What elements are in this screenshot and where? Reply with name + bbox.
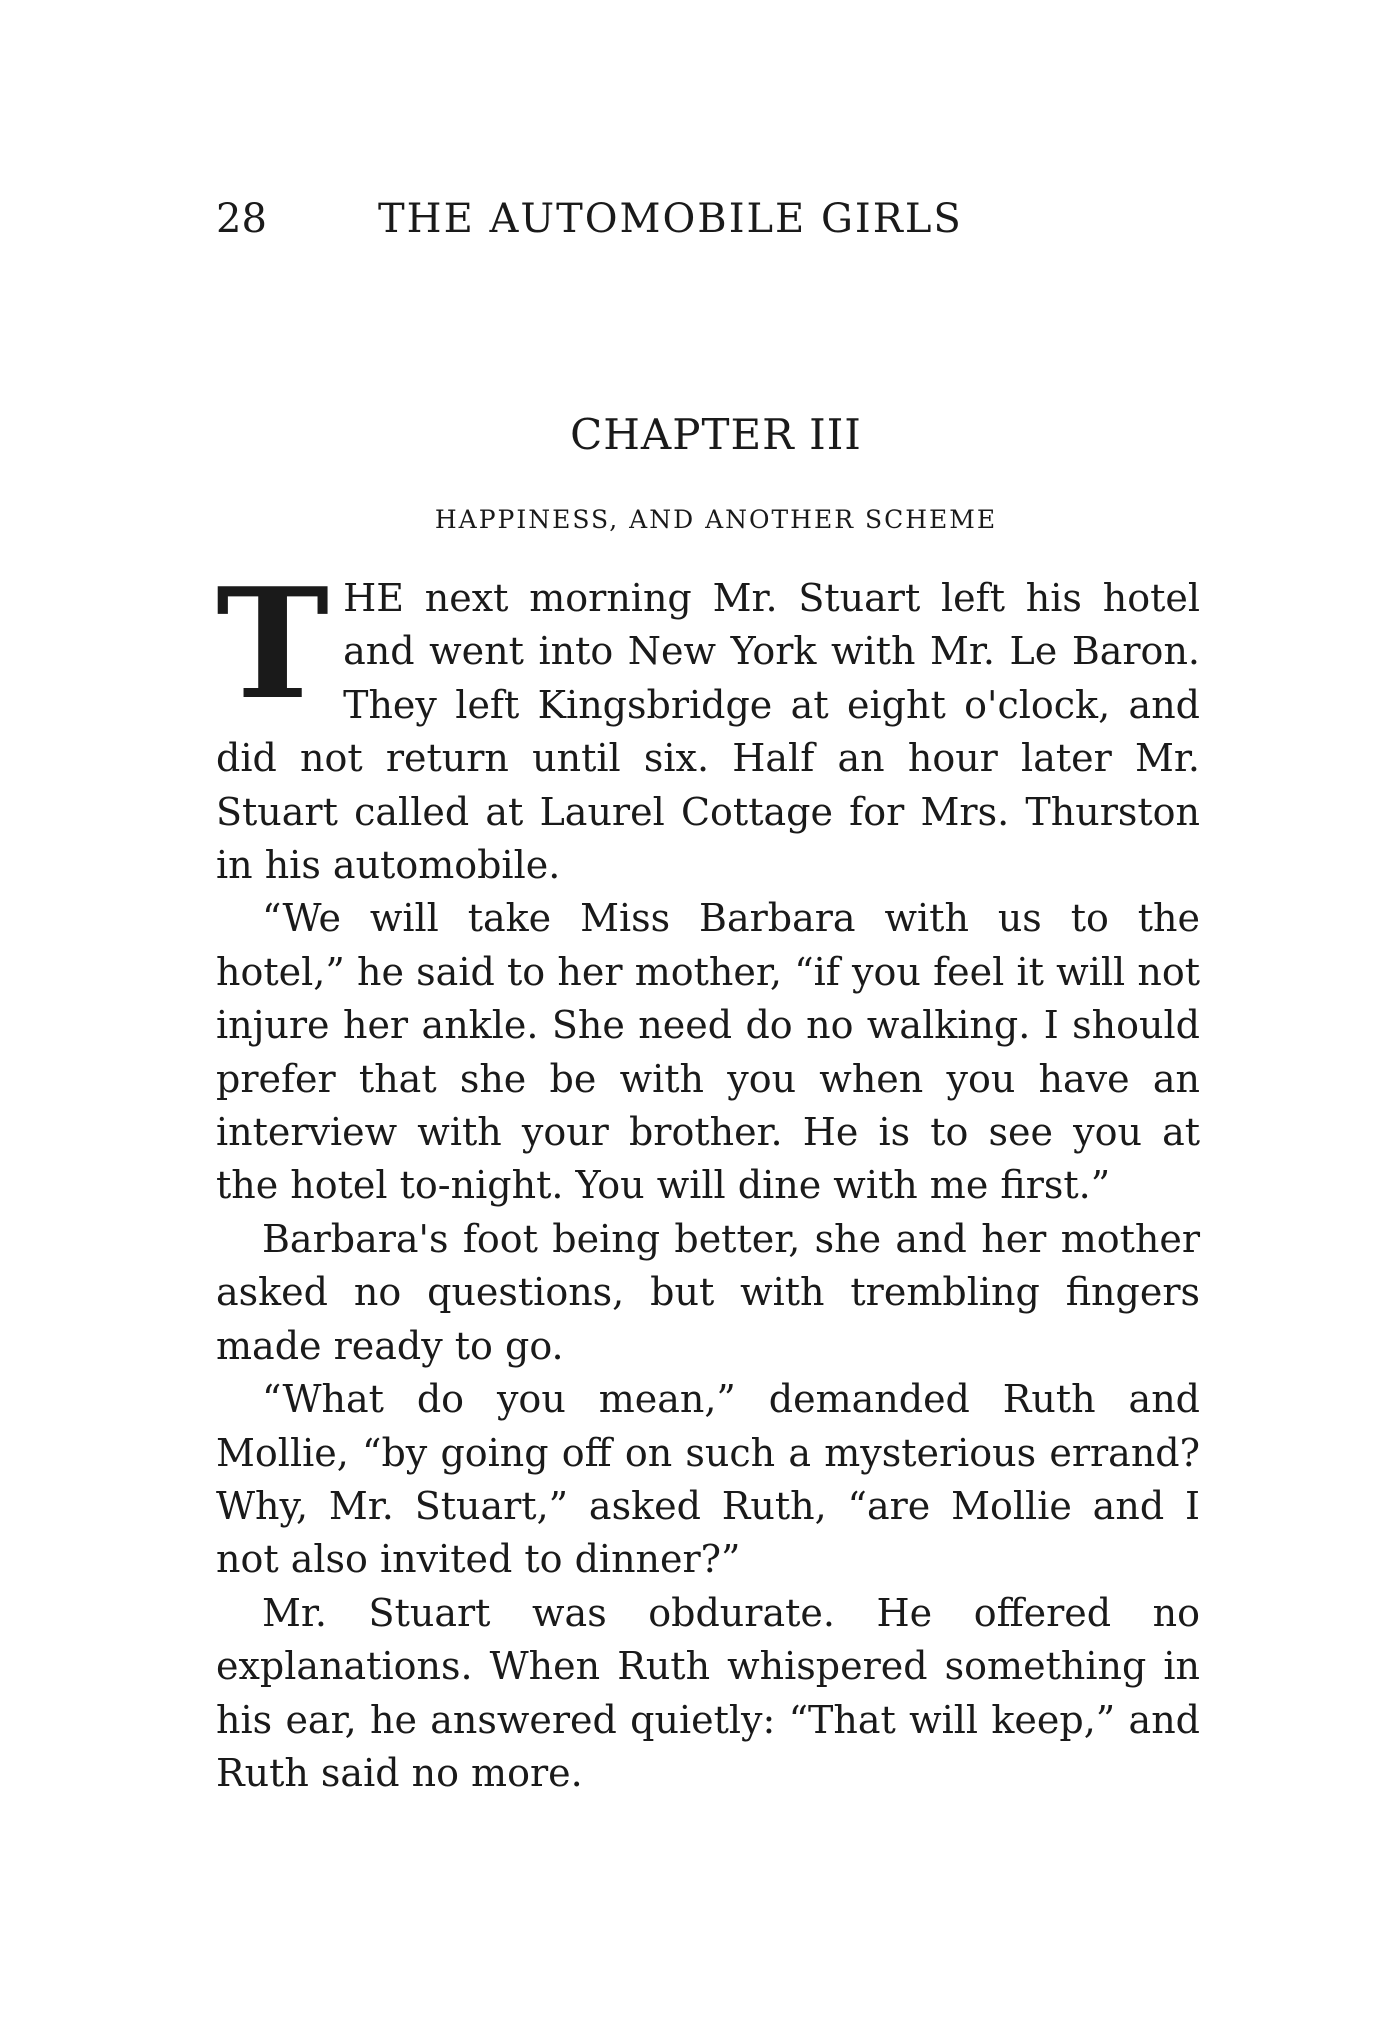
chapter-body	[216, 554, 1200, 1800]
drop-cap: T	[216, 554, 330, 733]
paragraph-4: “What do you mean,” demanded Ruth and Mollie, “by going off on such a mysterious errand? Why, Mr. Stuart,” asked Ruth, “are Mollie and I not also invited to dinner?”	[216, 1377, 1200, 1582]
running-title: THE AUTOMOBILE GIRLS	[378, 196, 963, 242]
paragraph-3: Barbara's foot being better, she and her mother asked no questions, but with trembling fingers made ready to go.	[216, 1216, 1200, 1368]
paragraph-1	[216, 554, 1200, 892]
page-header	[216, 196, 1042, 252]
chapter-heading: CHAPTER III	[570, 410, 862, 459]
paragraph-5: Mr. Stuart was obdurate. He offered no explanations. When Ruth whispered something in his ear, he answered quietly: “That will keep,” and Ruth said no more.	[216, 1590, 1200, 1795]
paragraph-2: “We will take Miss Barbara with us to the hotel,” he said to her mother, “if you feel it will not injure her ankle. She need do no walking. I should prefer that she be with you when you have an interview with your brother. He is to see you at the hotel to-night. You will dine with me first.”	[216, 896, 1200, 1208]
page-number: 28	[216, 196, 267, 242]
chapter-subtitle: HAPPINESS, AND ANOTHER SCHEME	[434, 505, 998, 534]
paragraph-1-text: HE next morning Mr. Stuart left his hotel and went into New York with Mr. Le Baron. They left Kingsbridge at eight o'clock, and did not return until six. Half an hour later Mr. Stuart called at Laurel Cottage for Mrs. Thurston in his automobile.	[216, 576, 1200, 888]
